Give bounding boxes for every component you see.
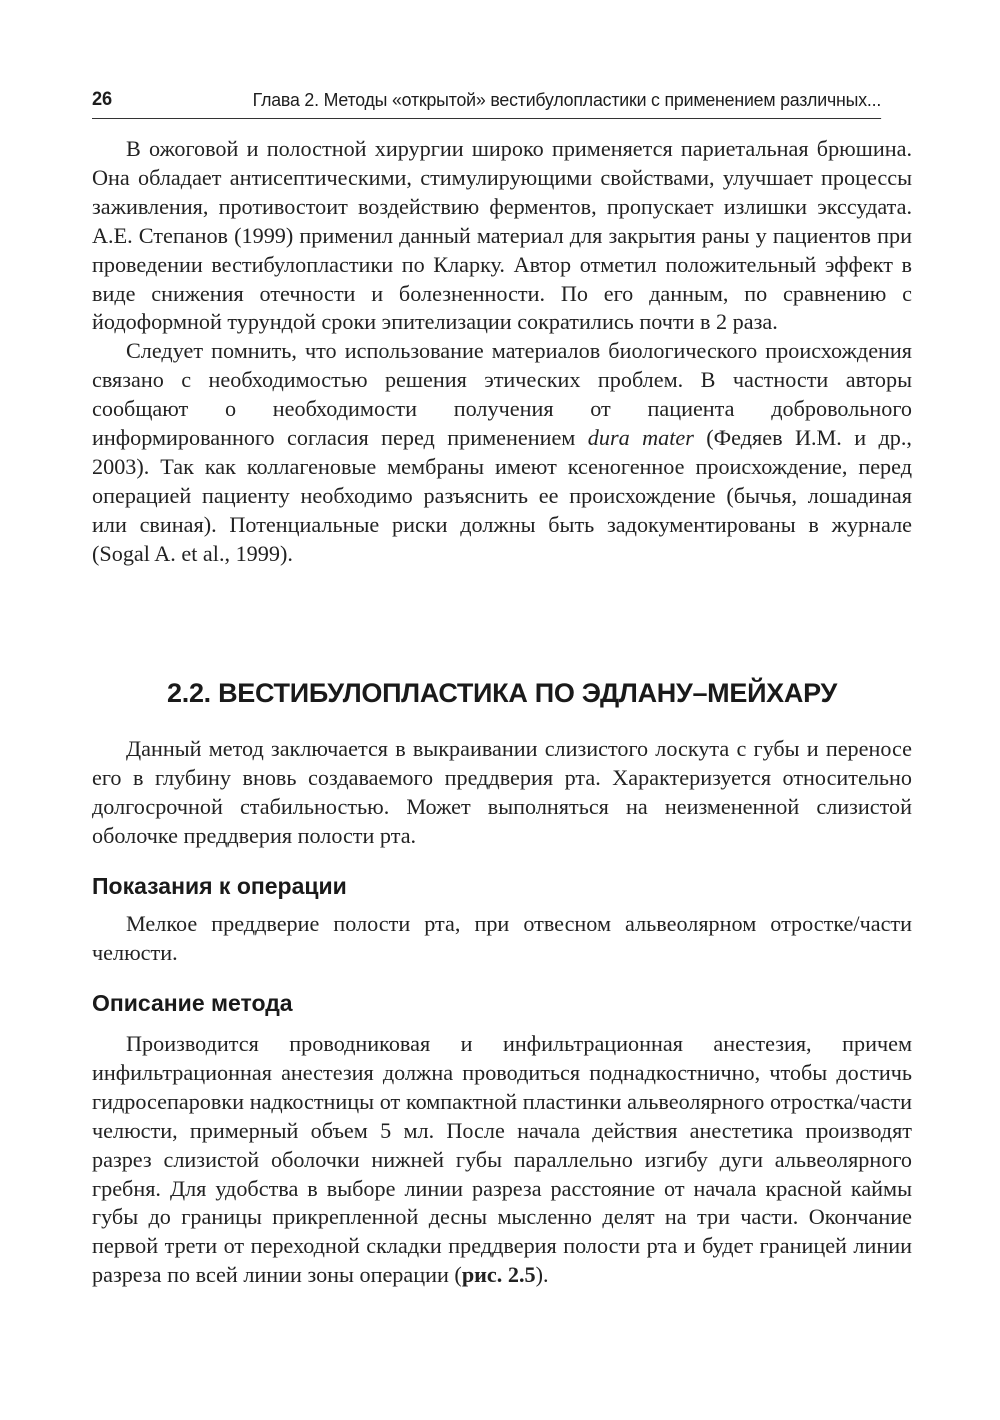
intro-p2-text-before: Следует помнить, что использование материалов биологического происхождения связано с необходимостью решения этических проблем. В частности авторы сообщают о необходимости получения от пациента добровольного информированного согласия перед применением — [92, 338, 912, 451]
section-title: 2.2. ВЕСТИБУЛОПЛАСТИКА ПО ЭДЛАНУ–МЕЙХАРУ — [167, 678, 837, 708]
description-section — [92, 1030, 912, 1290]
indications-section — [92, 910, 912, 968]
method-intro-section — [92, 735, 912, 851]
intro-paragraph-2 — [92, 337, 912, 568]
indications-paragraph: Мелкое преддверие полости рта, при отвесном альвеолярном отростке/части челюсти. — [92, 911, 912, 965]
figure-reference: рис. 2.5 — [461, 1262, 536, 1288]
latin-term: dura mater — [587, 425, 694, 451]
intro-p2-text-after: (Федяев И.М. и др., 2003). Так как коллагеновые мембраны имеют ксеногенное происхождение, перед операцией пациенту необходимо разъяснить ее происхождение (бычья, лошадиная или свиная). Потенциальные риски должны быть задокументированы в журнале (Sogal A. et al., 1999). — [92, 425, 912, 566]
intro-paragraph-1: В ожоговой и полостной хирургии широко применяется париетальная брюшина. Она обладает антисептическими, стимулирующими свойствами, улучшает процессы заживления, противостоит воздействию ферментов, пропускает излишки экссудата. А.Е. Степанов (1999) применил данный материал для закрытия раны у пациентов при проведении вестибулопластики по Кларку. Автор отметил положительный эффект в виде снижения отечности и болезненности. По его данным, по сравнению с йодоформной турундой сроки эпителизации сократились почти в 2 раза. — [92, 136, 912, 335]
description-paragraph — [92, 1030, 912, 1290]
description-heading: Описание метода — [92, 990, 293, 1016]
indications-heading: Показания к операции — [92, 873, 347, 899]
running-header — [92, 86, 881, 119]
description-text-before: Производится проводниковая и инфильтрационная анестезия, причем инфильтрационная анестезия должна проводиться поднадкостнично, чтобы достичь гидросепаровки надкостницы от компактной пластинки альвеолярного отростка/части челюсти, примерный объем 5 мл. После начала действия анестетика производят разрез слизистой оболочки нижней губы параллельно изгибу дуги альвеолярного гребня. Для удобства в выборе линии разреза расстояние от начала красной каймы губы до границы прикрепленной десны мысленно делят на три части. Окончание первой трети от переходной складки преддверия полости рта и будет границей линии разреза по всей линии зоны операции ( — [92, 1031, 912, 1288]
method-intro-paragraph: Данный метод заключается в выкраивании слизистого лоскута с губы и переносе его в глубину вновь создаваемого преддверия рта. Характеризуется относительно долгосрочной стабильностью. Может выполняться на неизмененной слизистой оболочке преддверия полости рта. — [92, 736, 912, 848]
description-text-after: ). — [535, 1262, 549, 1288]
chapter-title: Глава 2. Методы «открытой» вестибулопластики с применением различных... — [252, 89, 882, 110]
page-number: 26 — [92, 89, 112, 110]
intro-section — [92, 135, 912, 569]
